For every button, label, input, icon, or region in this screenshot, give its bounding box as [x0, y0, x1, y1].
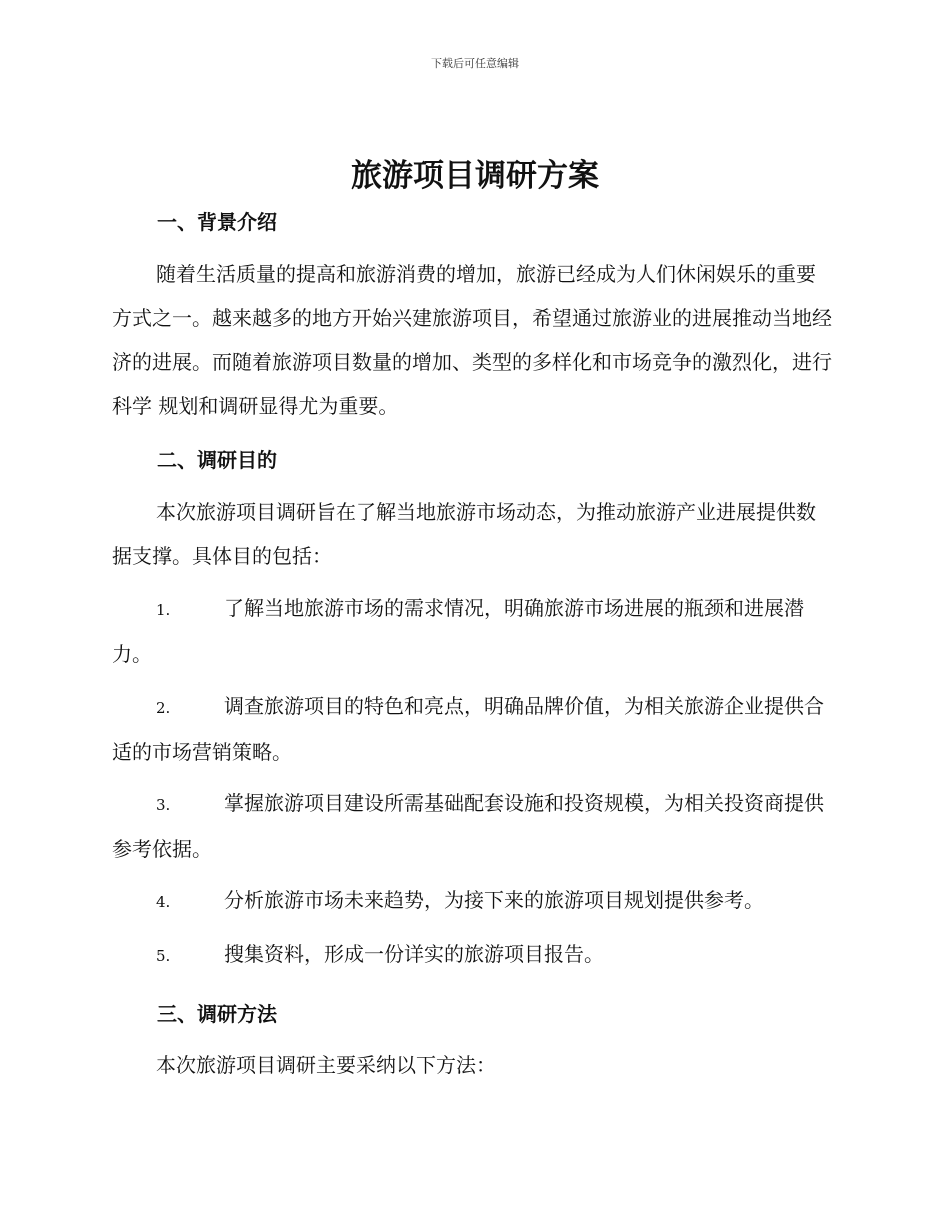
- list-text: 搜集资料，形成一份详实的旅游项目报告。: [224, 942, 604, 966]
- section-heading-method: 三、调研方法: [157, 1002, 277, 1026]
- list-number: 3.: [156, 796, 171, 814]
- section-heading-background: 一、背景介绍: [157, 210, 277, 234]
- list-number: 2.: [156, 699, 171, 717]
- section-heading-purpose: 二、调研目的: [157, 448, 277, 472]
- list-number: 5.: [156, 947, 171, 965]
- list-item: [112, 684, 834, 774]
- list-text: 掌握旅游项目建设所需基础配套设施和投资规模，为相关投资商提供参考依据。: [112, 791, 824, 861]
- header-note: 下载后可任意编辑: [431, 57, 519, 70]
- list-text: 了解当地旅游市场的需求情况，明确旅游市场进展的瓶颈和进展潜力。: [112, 596, 804, 666]
- list-text: 调查旅游项目的特色和亮点，明确品牌价值，为相关旅游企业提供合适的市场营销策略。: [112, 694, 824, 764]
- list-item: [112, 932, 834, 978]
- method-paragraph: 本次旅游项目调研主要采纳以下方法：: [156, 1053, 496, 1077]
- document-title: 旅游项目调研方案: [351, 158, 599, 194]
- list-item: [112, 878, 834, 924]
- list-item: [112, 781, 834, 871]
- list-item: [112, 586, 834, 676]
- list-text: 分析旅游市场未来趋势，为接下来的旅游项目规划提供参考。: [224, 888, 764, 912]
- background-paragraph: 随着生活质量的提高和旅游消费的增加，旅游已经成为人们休闲娱乐的重要方式之一。越来越多的地方开始兴建旅游项目，希望通过旅游业的进展推动当地经济的进展。而随着旅游项目数量的增加、类型的多样化和市场竞争的激烈化，进行科学 规划和调研显得尤为重要。: [112, 262, 832, 418]
- list-number: 4.: [156, 893, 171, 911]
- purpose-paragraph: 本次旅游项目调研旨在了解当地旅游市场动态，为推动旅游产业进展提供数据支撑。具体目的包括：: [112, 500, 816, 568]
- list-number: 1.: [156, 601, 171, 619]
